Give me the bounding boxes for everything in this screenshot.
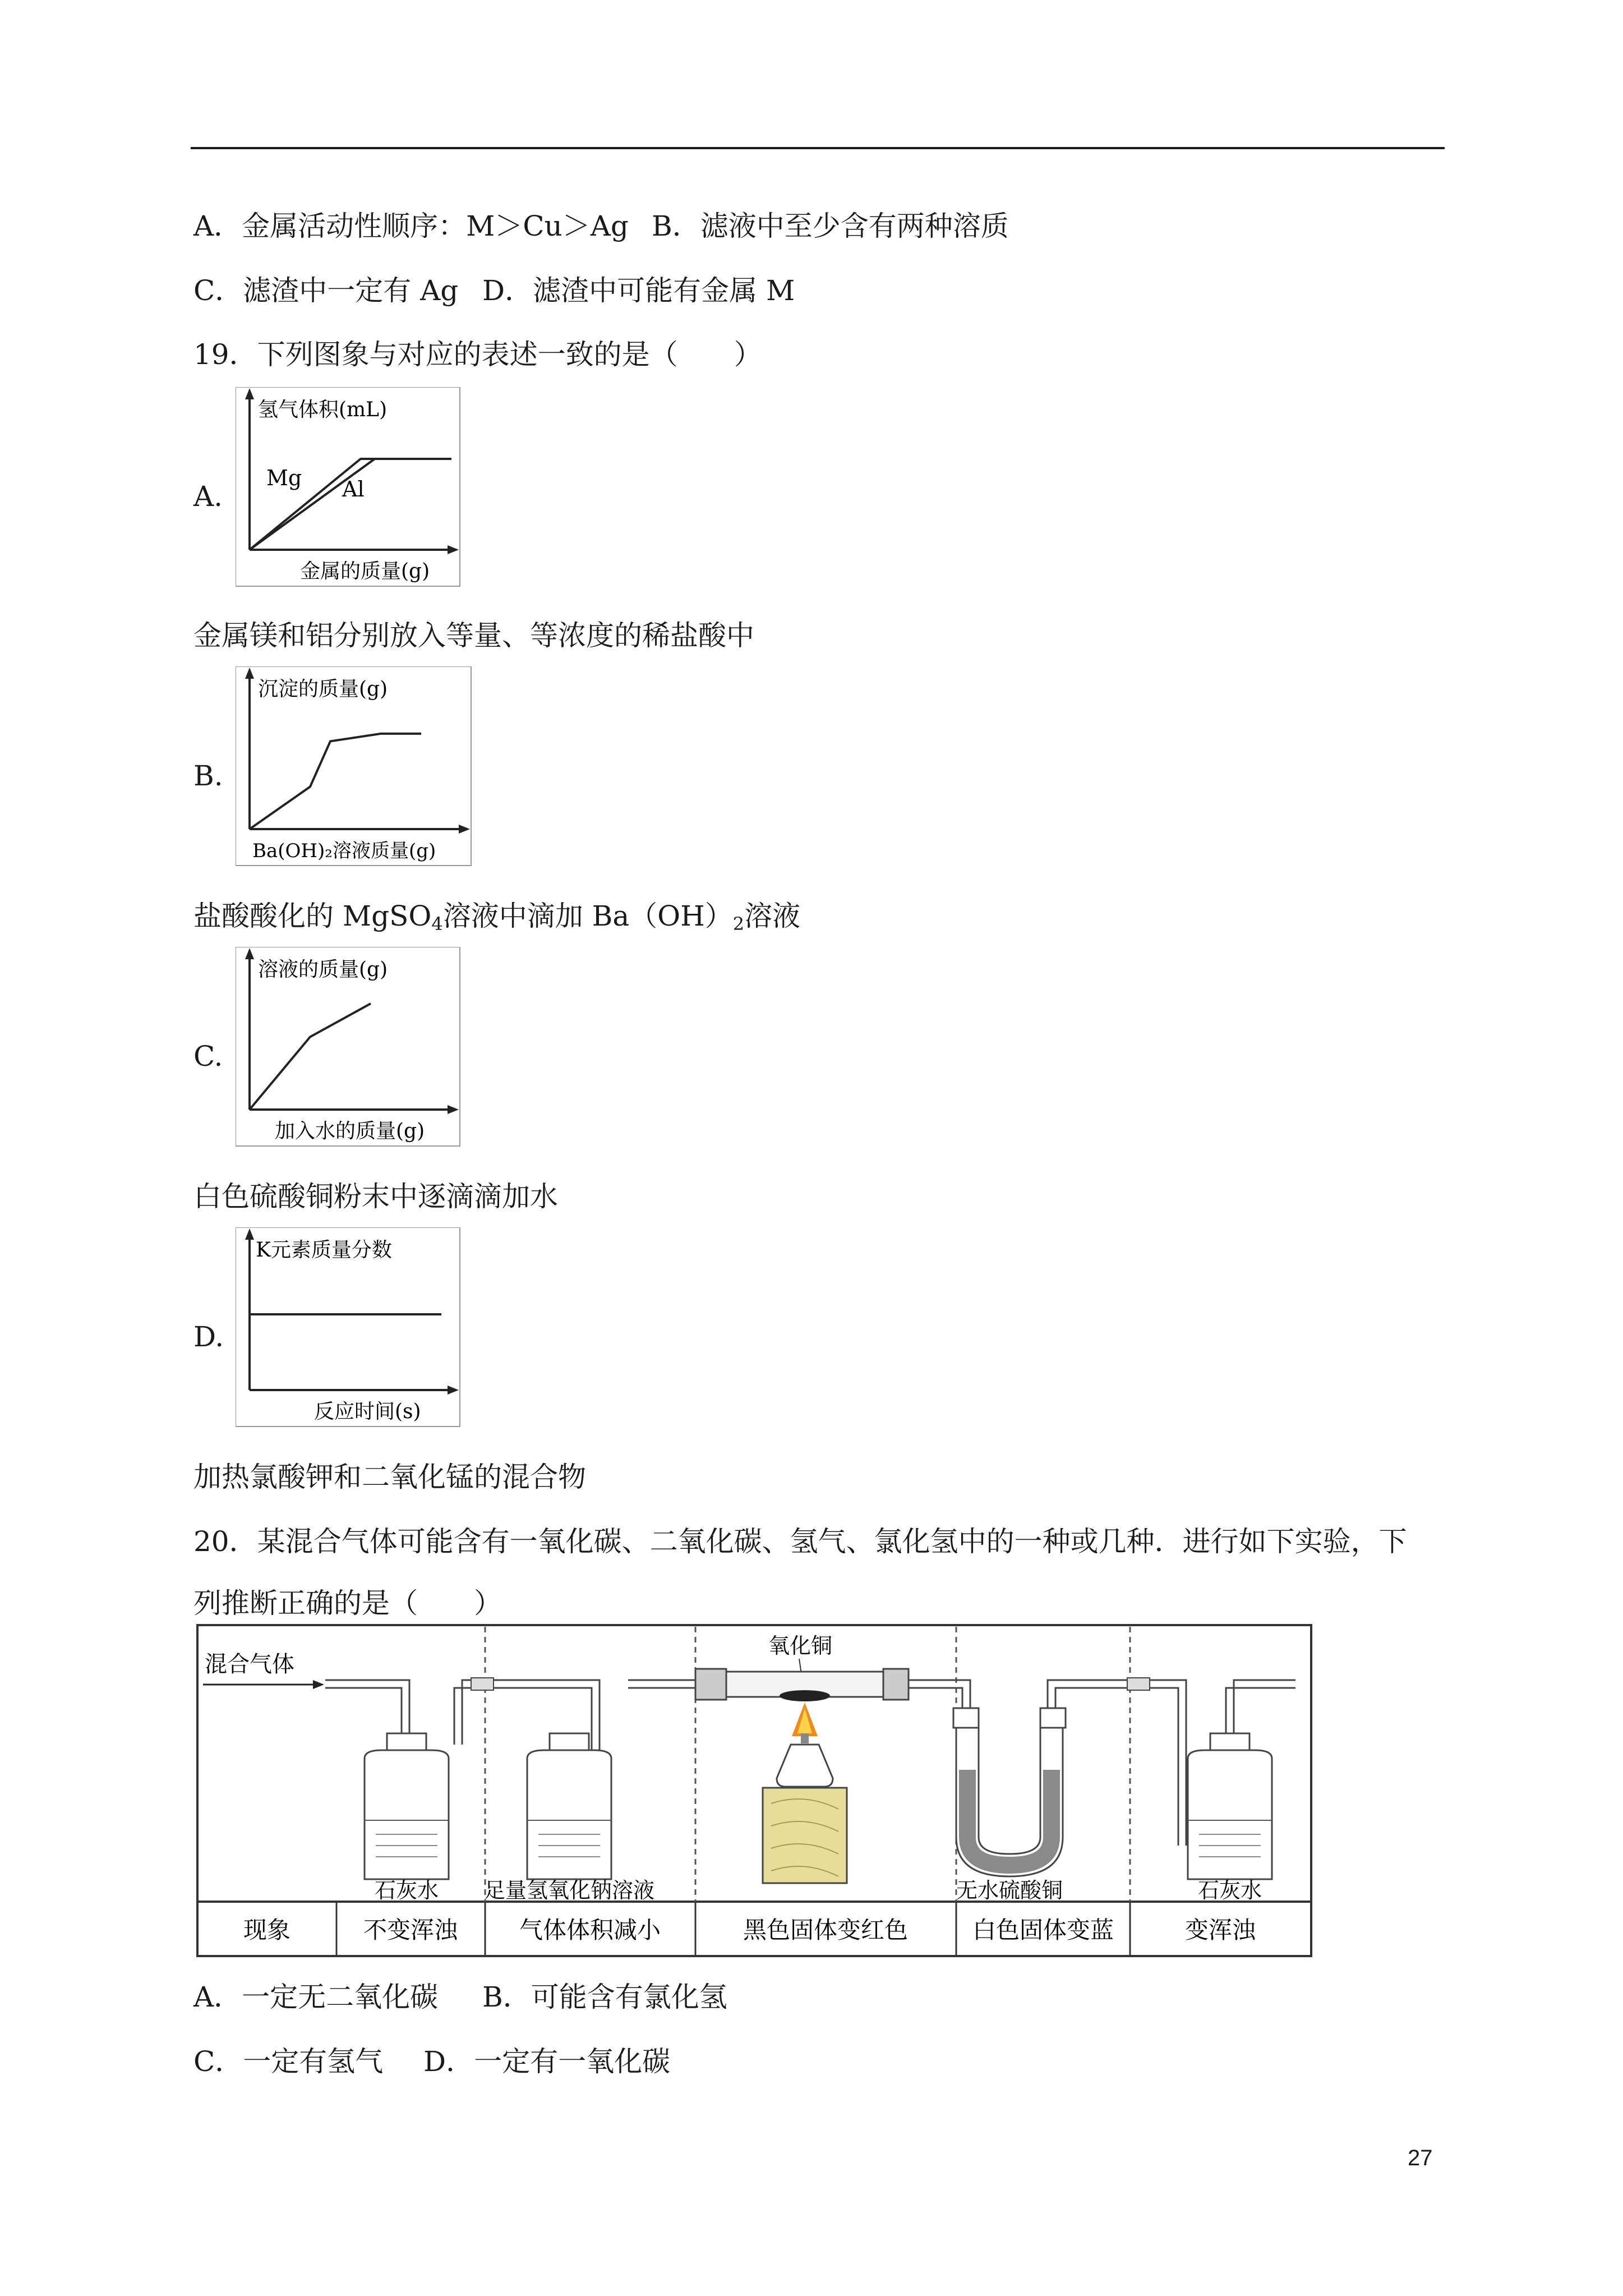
q19-d-letter: D. — [193, 1320, 224, 1353]
x-axis-label: 反应时间(s) — [314, 1400, 421, 1423]
x-axis-label: 加入水的质量(g) — [275, 1120, 425, 1143]
alcohol-lamp — [763, 1703, 847, 1883]
q19-b-letter: B. — [193, 760, 223, 792]
phenomenon-2: 气体体积减小 — [519, 1916, 661, 1944]
x-axis-arrow-icon — [448, 1386, 459, 1395]
q19-graph-b — [236, 666, 477, 871]
y-axis-label: 沉淀的质量(g) — [258, 678, 388, 701]
q18-option-c: C．滤渣中一定有 Ag — [193, 274, 459, 307]
caption-sub-2: 2 — [732, 913, 745, 935]
pipe — [1048, 1680, 1186, 1846]
device-label-limewater-2: 石灰水 — [1197, 1878, 1262, 1903]
phenomenon-4: 白色固体变蓝 — [972, 1916, 1114, 1944]
caption-mid: 溶液中滴加 Ba（OH） — [442, 900, 733, 932]
q19-d-caption: 加热氯酸钾和二氧化锰的混合物 — [193, 1461, 586, 1493]
table-header: 现象 — [243, 1916, 291, 1944]
experiment-diagram — [196, 1624, 1312, 1958]
series-label-mg: Mg — [266, 466, 302, 490]
q19-graph-c — [236, 947, 471, 1151]
series-line — [250, 1004, 371, 1110]
inlet-arrow-icon — [313, 1680, 324, 1689]
device-label-limewater-1: 石灰水 — [374, 1878, 439, 1903]
tube-label: 氧化铜 — [768, 1634, 833, 1658]
phenomenon-1: 不变浑浊 — [363, 1916, 458, 1944]
y-axis-arrow-icon — [245, 948, 254, 959]
q20-option-b: B．可能含有氯化氢 — [482, 1981, 727, 2013]
y-axis-label: 溶液的质量(g) — [258, 958, 388, 981]
x-axis-arrow-icon — [448, 1105, 459, 1114]
pipe — [1055, 1688, 1178, 1846]
q19-c-letter: C. — [193, 1040, 223, 1073]
page-number: 27 — [1408, 2146, 1433, 2170]
inlet-label: 混合气体 — [205, 1651, 294, 1677]
device-label-naoh: 足量氢氧化钠溶液 — [483, 1878, 655, 1903]
q20-option-a: A．一定无二氧化碳 — [193, 1981, 439, 2013]
q19-graph-d — [236, 1227, 471, 1432]
caption-sub-4: 4 — [431, 913, 443, 935]
phenomenon-5: 变浑浊 — [1184, 1916, 1256, 1944]
bottle-naoh — [527, 1733, 611, 1879]
q20-stem-line2: 列推断正确的是（ ） — [193, 1587, 502, 1619]
header-rule — [191, 147, 1445, 149]
y-axis-arrow-icon — [245, 668, 254, 679]
x-axis-arrow-icon — [459, 825, 470, 834]
q18-option-d: D．滤渣中可能有金属 M — [482, 274, 795, 307]
q18-option-a: A．金属活动性顺序：M＞Cu＞Ag — [193, 210, 629, 242]
q20-option-c: C．一定有氢气 — [193, 2045, 384, 2078]
combustion-tube — [695, 1669, 909, 1701]
q19-a-caption: 金属镁和铝分别放入等量、等浓度的稀盐酸中 — [193, 619, 754, 652]
q18-option-b: B．滤液中至少含有两种溶质 — [652, 210, 1009, 242]
q20-option-d: D．一定有一氧化碳 — [423, 2045, 671, 2078]
x-axis-label: Ba(OH)₂溶液质量(g) — [252, 840, 436, 862]
q19-graph-a — [236, 387, 471, 591]
x-axis-label: 金属的质量(g) — [300, 560, 430, 583]
x-axis-arrow-icon — [448, 545, 459, 554]
device-label-cuso4: 无水硫酸铜 — [956, 1878, 1063, 1903]
bottle-limewater-2 — [1188, 1733, 1272, 1879]
y-axis-arrow-icon — [245, 1228, 254, 1240]
u-tube — [953, 1708, 1066, 1876]
q19-stem: 19．下列图象与对应的表述一致的是（ ） — [193, 338, 762, 371]
y-axis-label: 氢气体积(mL) — [258, 398, 388, 421]
caption-pre: 盐酸酸化的 MgSO — [193, 900, 432, 932]
q19-c-caption: 白色硫酸铜粉末中逐滴滴加水 — [193, 1180, 558, 1213]
y-axis-label: K元素质量分数 — [256, 1239, 392, 1262]
q19-a-letter: A. — [193, 480, 223, 513]
phenomenon-3: 黑色固体变红色 — [743, 1916, 909, 1944]
q20-stem-line1: 20．某混合气体可能含有一氧化碳、二氧化碳、氢气、氯化氢中的一种或几种．进行如下实验，下 — [193, 1525, 1407, 1558]
caption-post: 溶液 — [744, 900, 801, 932]
series-label-al: Al — [342, 477, 365, 501]
pipe-connector — [1127, 1678, 1150, 1690]
q19-b-caption — [193, 899, 800, 941]
y-axis-arrow-icon — [245, 388, 254, 399]
pipe-connector — [471, 1678, 494, 1690]
series-line — [250, 734, 421, 829]
bottle-limewater-1 — [365, 1733, 449, 1879]
